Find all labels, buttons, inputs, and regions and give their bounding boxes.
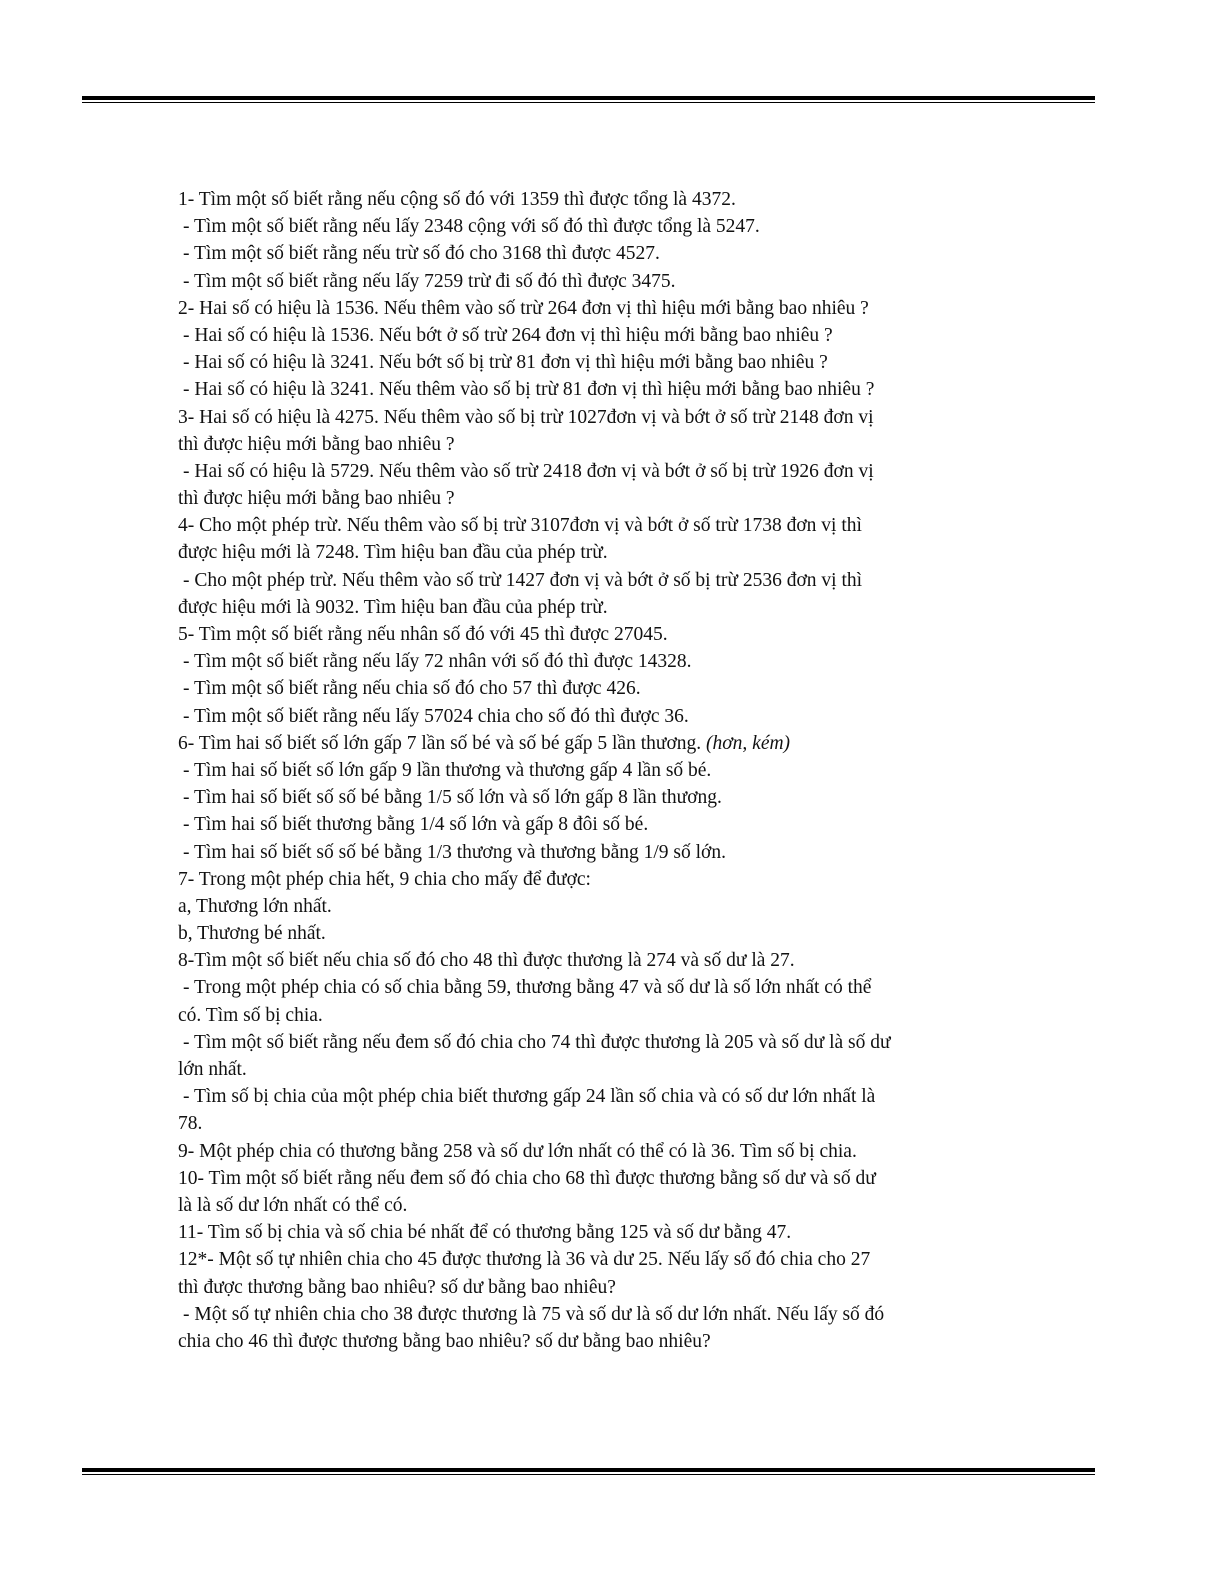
exercise-line [178, 376, 1048, 403]
exercise-line [178, 1219, 1048, 1246]
exercise-line [178, 839, 1048, 866]
exercise-list [178, 186, 1048, 1355]
exercise-text: có. Tìm số bị chia. [178, 1004, 323, 1026]
exercise-line [178, 784, 1048, 811]
exercise-text: 11- Tìm số bị chia và số chia bé nhất để có thương bằng 125 và số dư bằng 47. [178, 1222, 792, 1244]
exercise-line [178, 1002, 1048, 1029]
exercise-line [178, 1246, 1048, 1273]
exercise-text: - Cho một phép trừ. Nếu thêm vào số trừ 1427 đơn vị và bớt ở số bị trừ 2536 đơn vị thì [183, 569, 863, 591]
exercise-text: 2- Hai số có hiệu là 1536. Nếu thêm vào số trừ 264 đơn vị thì hiệu mới bằng bao nhiêu ? [178, 297, 869, 319]
exercise-line [178, 567, 1048, 594]
exercise-line [178, 431, 1048, 458]
exercise-text: - Tìm một số biết rằng nếu lấy 72 nhân với số đó thì được 14328. [183, 651, 692, 673]
footer-rule [82, 1468, 1095, 1475]
exercise-line [178, 648, 1048, 675]
exercise-line [178, 974, 1048, 1001]
exercise-line [178, 295, 1048, 322]
exercise-text: - Tìm một số biết rằng nếu đem số đó chia cho 74 thì được thương là 205 và số dư là số dư [183, 1031, 891, 1053]
exercise-text: là là số dư lớn nhất có thể có. [178, 1194, 408, 1216]
exercise-text: - Tìm một số biết rằng nếu lấy 2348 cộng với số đó thì được tổng là 5247. [183, 216, 760, 238]
exercise-line [178, 1165, 1048, 1192]
exercise-line [178, 893, 1048, 920]
exercise-line [178, 268, 1048, 295]
exercise-text: 9- Một phép chia có thương bằng 258 và số dư lớn nhất có thể có là 36. Tìm số bị chia. [178, 1140, 857, 1162]
exercise-line [178, 458, 1048, 485]
exercise-text: - Tìm hai số biết số số bé bằng 1/5 số lớn và số lớn gấp 8 lần thương. [183, 787, 722, 809]
exercise-line [178, 485, 1048, 512]
exercise-text: - Tìm hai số biết số số bé bằng 1/3 thương và thương bằng 1/9 số lớn. [183, 841, 726, 863]
exercise-text: thì được hiệu mới bằng bao nhiêu ? [178, 433, 455, 455]
exercise-text: 78. [178, 1113, 203, 1135]
exercise-line [178, 213, 1048, 240]
exercise-text: - Tìm một số biết rằng nếu trừ số đó cho 3168 thì được 4527. [183, 243, 660, 265]
exercise-text: - Tìm hai số biết thương bằng 1/4 số lớn và gấp 8 đôi số bé. [183, 814, 649, 836]
exercise-line [178, 1029, 1048, 1056]
exercise-text: - Tìm một số biết rằng nếu lấy 7259 trừ đi số đó thì được 3475. [183, 270, 676, 292]
exercise-line [178, 1192, 1048, 1219]
exercise-line [178, 1274, 1048, 1301]
exercise-line [178, 240, 1048, 267]
exercise-text: - Trong một phép chia có số chia bằng 59, thương bằng 47 và số dư là số lớn nhất có thể [183, 977, 872, 999]
exercise-text: chia cho 46 thì được thương bằng bao nhiêu? số dư bằng bao nhiêu? [178, 1330, 711, 1352]
exercise-text: - Hai số có hiệu là 3241. Nếu bớt số bị trừ 81 đơn vị thì hiệu mới bằng bao nhiêu ? [183, 352, 828, 374]
exercise-text: 3- Hai số có hiệu là 4275. Nếu thêm vào số bị trừ 1027đơn vị và bớt ở số trừ 2148 đơn vị [178, 406, 874, 428]
exercise-text: 1- Tìm một số biết rằng nếu cộng số đó với 1359 thì được tổng là 4372. [178, 189, 736, 210]
exercise-text: 8-Tìm một số biết nếu chia số đó cho 48 thì được thương là 274 và số dư là 27. [178, 950, 795, 972]
exercise-text: 12*- Một số tự nhiên chia cho 45 được thương là 36 và dư 25. Nếu lấy số đó chia cho 27 [178, 1249, 871, 1271]
exercise-line [178, 947, 1048, 974]
exercise-line [178, 1056, 1048, 1083]
exercise-line [178, 621, 1048, 648]
exercise-line [178, 349, 1048, 376]
exercise-text: - Hai số có hiệu là 1536. Nếu bớt ở số trừ 264 đơn vị thì hiệu mới bằng bao nhiêu ? [183, 324, 833, 346]
exercise-text: 5- Tìm một số biết rằng nếu nhân số đó với 45 thì được 27045. [178, 624, 668, 645]
exercise-text: - Hai số có hiệu là 5729. Nếu thêm vào số trừ 2418 đơn vị và bớt ở số bị trừ 1926 đơn vị [183, 460, 874, 482]
exercise-text: thì được thương bằng bao nhiêu? số dư bằng bao nhiêu? [178, 1276, 616, 1298]
exercise-text: - Hai số có hiệu là 3241. Nếu thêm vào số bị trừ 81 đơn vị thì hiệu mới bằng bao nhiêu ? [183, 379, 875, 401]
exercise-text: - Một số tự nhiên chia cho 38 được thương là 75 và số dư là số dư lớn nhất. Nếu lấy số đó [183, 1303, 885, 1325]
exercise-line [178, 703, 1048, 730]
exercise-text: - Tìm một số biết rằng nếu lấy 57024 chia cho số đó thì được 36. [183, 705, 689, 727]
header-rule [82, 96, 1095, 103]
exercise-text: - Tìm một số biết rằng nếu chia số đó cho 57 thì được 426. [183, 678, 641, 700]
exercise-line [178, 730, 1048, 757]
exercise-line [178, 1301, 1048, 1328]
exercise-text: lớn nhất. [178, 1059, 247, 1080]
exercise-text: 10- Tìm một số biết rằng nếu đem số đó chia cho 68 thì được thương bằng số dư và số dư [178, 1167, 876, 1189]
exercise-line [178, 757, 1048, 784]
exercise-text: 7- Trong một phép chia hết, 9 chia cho mấy để được: [178, 868, 591, 890]
exercise-line [178, 186, 1048, 213]
exercise-line [178, 512, 1048, 539]
exercise-line [178, 1328, 1048, 1355]
exercise-line [178, 866, 1048, 893]
exercise-text: 4- Cho một phép trừ. Nếu thêm vào số bị trừ 3107đơn vị và bớt ở số trừ 1738 đơn vị thì [178, 515, 862, 537]
exercise-line [178, 1138, 1048, 1165]
exercise-line [178, 539, 1048, 566]
exercise-text: được hiệu mới là 7248. Tìm hiệu ban đầu của phép trừ. [178, 542, 608, 564]
exercise-line [178, 322, 1048, 349]
exercise-text: - Tìm hai số biết số lớn gấp 9 lần thương và thương gấp 4 lần số bé. [183, 759, 712, 781]
exercise-line [178, 675, 1048, 702]
exercise-text: b, Thương bé nhất. [178, 923, 326, 945]
exercise-text: 6- Tìm hai số biết số lớn gấp 7 lần số bé và số bé gấp 5 lần thương. [178, 732, 702, 754]
exercise-text: được hiệu mới là 9032. Tìm hiệu ban đầu của phép trừ. [178, 596, 608, 618]
exercise-line [178, 1110, 1048, 1137]
exercise-text: - Tìm số bị chia của một phép chia biết thương gấp 24 lần số chia và có số dư lớn nhất là [183, 1086, 876, 1108]
exercise-text: a, Thương lớn nhất. [178, 895, 332, 917]
exercise-text: thì được hiệu mới bằng bao nhiêu ? [178, 488, 455, 510]
exercise-line [178, 1083, 1048, 1110]
exercise-line [178, 594, 1048, 621]
exercise-line [178, 404, 1048, 431]
exercise-line [178, 920, 1048, 947]
exercise-line [178, 811, 1048, 838]
exercise-note: (hơn, kém) [706, 732, 791, 754]
